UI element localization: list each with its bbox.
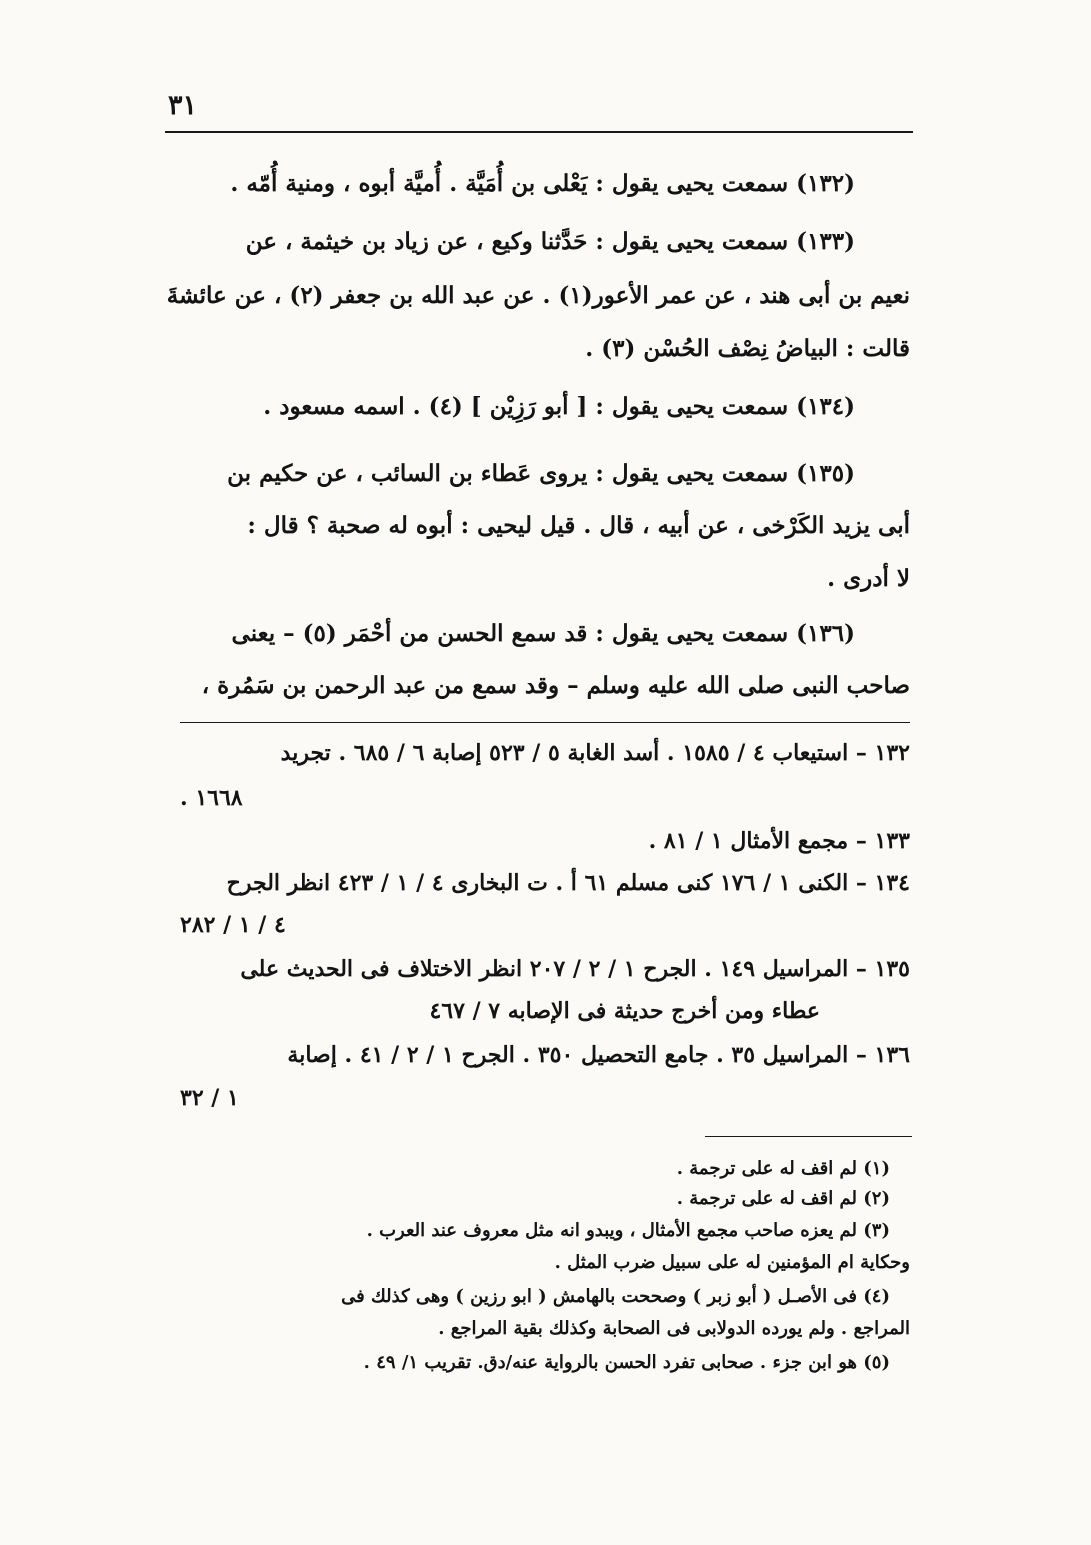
- reference-line: عطاء ومن أخرج حديثة فى الإصابه ٧ / ٤٦٧: [429, 998, 820, 1024]
- footnote-line: (٢) لم اقف له على ترجمة .: [676, 1188, 890, 1209]
- text-line: (١٣٤) سمعت يحيى يقول : [ أبو رَزِيْن ] (٤) . اسمه مسعود .: [263, 393, 855, 420]
- footnote-rule: [705, 1136, 912, 1137]
- text-line: (١٣٢) سمعت يحيى يقول : يَعْلى بن أُمَيَّة . أُميَّة أبوه ، ومنية أُمّه .: [230, 170, 855, 197]
- page-number: ٣١: [168, 90, 198, 121]
- text-line: لا أدرى .: [827, 565, 910, 592]
- text-line: قالت : البياضُ نِصْف الحُسْن (٣) .: [585, 335, 910, 362]
- reference-line: ٤ / ١ / ٢٨٢: [180, 912, 286, 938]
- section-separator: [180, 722, 910, 723]
- reference-line: . ١٦٦٨: [180, 785, 243, 811]
- text-line: (١٣٦) سمعت يحيى يقول : قد سمع الحسن من أحْمَر (٥) – يعنى: [231, 620, 855, 647]
- text-line: (١٣٣) سمعت يحيى يقول : حَدَّثنا وكيع ، عن زياد بن خيثمة ، عن: [245, 228, 855, 255]
- footnote-line: (٣) لم يعزه صاحب مجمع الأمثال ، ويبدو انه مثل معروف عند العرب .: [366, 1220, 890, 1241]
- footnote-line: وحكاية ام المؤمنين له على سبيل ضرب المثل .: [554, 1252, 910, 1273]
- footnote-line: (٥) هو ابن جزء . صحابى تفرد الحسن بالرواية عنه/دق. تقريب ١/ ٤٩ .: [363, 1352, 890, 1373]
- reference-line: ١ / ٣٢: [180, 1085, 239, 1111]
- text-line: أبى يزيد الكَرْخى ، عن أبيه ، قال . قيل ليحيى : أبوه له صحبة ؟ قال :: [247, 512, 910, 539]
- text-line: (١٣٥) سمعت يحيى يقول : يروى عَطاء بن السائب ، عن حكيم بن: [227, 460, 855, 487]
- reference-line: ١٣٦ – المراسيل ٣٥ . جامع التحصيل ٣٥٠ . الجرح ١ / ٢ / ٤١ . إصابة: [287, 1042, 910, 1068]
- footnote-line: (٤) فى الأصـل ( أبو زبر ) وصححت بالهامش ( ابو رزين ) وهى كذلك فى: [341, 1286, 890, 1307]
- reference-line: ١٣٥ – المراسيل ١٤٩ . الجرح ١ / ٢ / ٢٠٧ انظر الاختلاف فى الحديث على: [240, 956, 910, 982]
- footnote-line: (١) لم اقف له على ترجمة .: [676, 1158, 890, 1179]
- reference-line: ١٣٢ – استيعاب ٤ / ١٥٨٥ . أسد الغابة ٥ / ٥٢٣ إصابة ٦ / ٦٨٥ . تجريد: [280, 740, 910, 766]
- header-rule: [165, 131, 913, 133]
- reference-line: ١٣٣ – مجمع الأمثال ١ / ٨١ .: [648, 828, 910, 854]
- footnote-line: المراجع . ولم يورده الدولابى فى الصحابة وكذلك بقية المراجع .: [438, 1318, 910, 1339]
- text-line: نعيم بن أبى هند ، عن عمر الأعور(١) . عن عبد الله بن جعفر (٢) ، عن عائشةَ: [166, 282, 910, 309]
- text-line: صاحب النبى صلى الله عليه وسلم – وقد سمع من عبد الرحمن بن سَمُرة ،: [201, 672, 910, 699]
- reference-line: ١٣٤ – الكنى ١ / ١٧٦ كنى مسلم ٦١ أ . ت البخارى ٤ / ١ / ٤٢٣ انظر الجرح: [226, 870, 910, 896]
